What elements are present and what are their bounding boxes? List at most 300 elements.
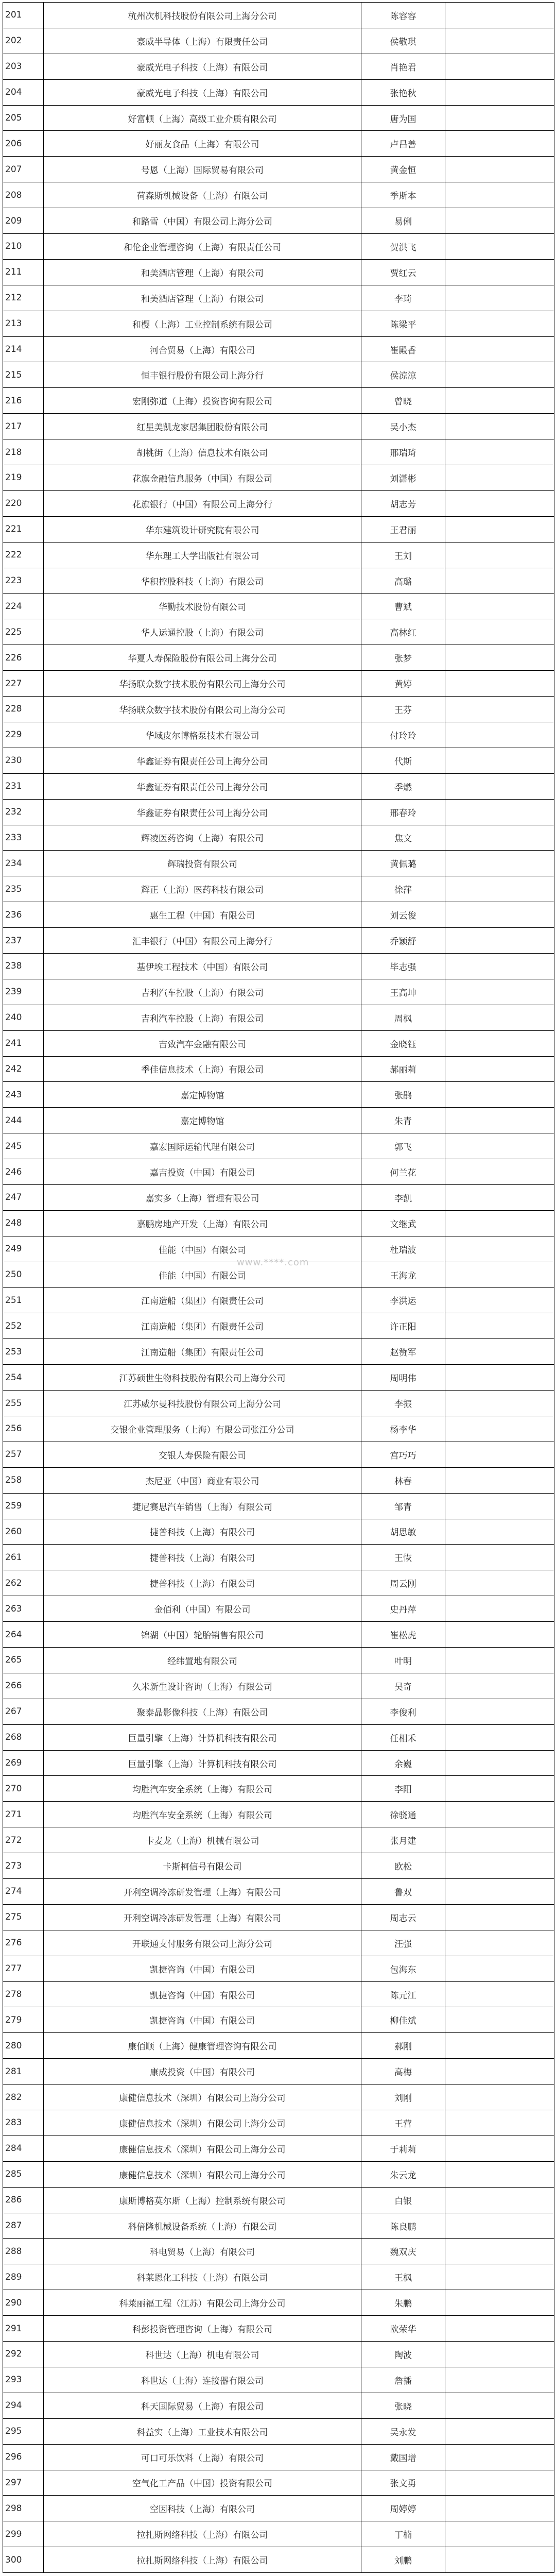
table-row [3,1596,554,1622]
blank-cell [445,1853,554,1879]
table-row [3,1339,554,1365]
row-number: 254 [3,1365,44,1391]
company-name: 豪威光电子科技（上海）有限公司 [44,79,361,105]
blank-cell [445,1262,554,1287]
company-name: 金佰利（中国）有限公司 [44,1596,361,1622]
person-name: 王君丽 [361,516,445,542]
person-name: 史丹萍 [361,1596,445,1622]
person-name: 吴永发 [361,2418,445,2444]
row-number: 279 [3,2007,44,2033]
blank-cell [445,748,554,773]
person-name: 周云刚 [361,1570,445,1596]
person-name: 邹青 [361,1493,445,1519]
blank-cell [445,259,554,285]
table-row [3,953,554,979]
person-name: 张文勇 [361,2470,445,2496]
company-name: 和伦企业管理咨询（上海）有限责任公司 [44,234,361,260]
row-number: 261 [3,1545,44,1570]
row-number: 232 [3,799,44,825]
blank-cell [445,311,554,336]
row-number: 263 [3,1596,44,1622]
table-row [3,1827,554,1853]
company-name: 江南造船（集团）有限责任公司 [44,1287,361,1313]
table-row [3,928,554,954]
company-name: 巨量引擎（上海）计算机科技有限公司 [44,1750,361,1776]
person-name: 包海东 [361,1956,445,1981]
person-name: 胡思敏 [361,1519,445,1545]
row-number: 251 [3,1287,44,1313]
row-number: 234 [3,851,44,876]
row-number: 246 [3,1159,44,1185]
company-name: 辉瑞投资有限公司 [44,851,361,876]
row-number: 275 [3,1904,44,1930]
row-number: 208 [3,182,44,208]
person-name: 鲁双 [361,1879,445,1905]
person-name: 代斯 [361,748,445,773]
company-name: 嘉吉投资（中国）有限公司 [44,1159,361,1185]
company-name: 杰尼亚（中国）商业有限公司 [44,1467,361,1493]
company-name: 和樱（上海）工业控制系统有限公司 [44,311,361,336]
blank-cell [445,799,554,825]
row-number: 244 [3,1108,44,1133]
row-number: 237 [3,928,44,954]
company-name: 好丽友食品（上海）有限公司 [44,131,361,157]
table-row [3,1879,554,1905]
blank-cell [445,979,554,1005]
blank-cell [445,1339,554,1365]
person-name: 邢春玲 [361,799,445,825]
person-name: 周志云 [361,1904,445,1930]
person-name: 肖艳君 [361,54,445,79]
blank-cell [445,1005,554,1030]
person-name: 张鹃 [361,1082,445,1108]
blank-cell [445,336,554,362]
blank-cell [445,208,554,234]
row-number: 226 [3,645,44,671]
table-row [3,1750,554,1776]
row-number: 221 [3,516,44,542]
person-name: 陈良鹏 [361,2213,445,2239]
table-row [3,1493,554,1519]
row-number: 210 [3,234,44,260]
person-name: 欧荣华 [361,2316,445,2342]
row-number: 239 [3,979,44,1005]
row-number: 257 [3,1442,44,1467]
blank-cell [445,1313,554,1339]
company-name: 华东建筑设计研究院有限公司 [44,516,361,542]
table-row [3,182,554,208]
table-row [3,1981,554,2007]
company-name: 江苏威尔曼科技股份有限公司上海分公司 [44,1391,361,1416]
blank-cell [445,1210,554,1236]
table-row [3,2213,554,2239]
table-row [3,902,554,928]
company-name: 凯捷咨询（中国）有限公司 [44,2007,361,2033]
blank-cell [445,1570,554,1596]
blank-cell [445,2316,554,2342]
blank-cell [445,1956,554,1981]
company-name: 胡桃街（上海）信息技术有限公司 [44,439,361,465]
company-name: 捷尼赛思汽车销售（上海）有限公司 [44,1493,361,1519]
blank-cell [445,902,554,928]
company-name: 华鑫证券有限责任公司上海分公司 [44,748,361,773]
company-name: 捷普科技（上海）有限公司 [44,1570,361,1596]
row-number: 265 [3,1648,44,1673]
table-row [3,748,554,773]
blank-cell [445,1879,554,1905]
table-row [3,439,554,465]
row-number: 292 [3,2342,44,2367]
person-name: 刘鹏 [361,2547,445,2573]
row-number: 243 [3,1082,44,1108]
person-name: 郭飞 [361,1133,445,1159]
row-number: 280 [3,2033,44,2059]
blank-cell [445,2007,554,2033]
row-number: 290 [3,2290,44,2316]
table-row [3,2547,554,2573]
company-name: 交银人寿保险有限公司 [44,1442,361,1467]
company-name: 拉扎斯网络科技（上海）有限公司 [44,2521,361,2547]
table-row [3,2059,554,2084]
person-name: 王海龙 [361,1262,445,1287]
row-number: 241 [3,1030,44,1056]
row-number: 268 [3,1724,44,1750]
blank-cell [445,825,554,851]
person-name: 丁楠 [361,2521,445,2547]
blank-cell [445,1930,554,1956]
blank-cell [445,1133,554,1159]
blank-cell [445,2496,554,2521]
person-name: 季燃 [361,773,445,799]
company-name: 科益实（上海）工业技术有限公司 [44,2418,361,2444]
company-name: 康佰顺（上海）健康管理咨询有限公司 [44,2033,361,2059]
row-number: 266 [3,1673,44,1699]
company-name: 捷普科技（上海）有限公司 [44,1519,361,1545]
blank-cell [445,2521,554,2547]
blank-cell [445,1108,554,1133]
blank-cell [445,1493,554,1519]
blank-cell [445,1056,554,1082]
row-number: 296 [3,2444,44,2470]
row-number: 236 [3,902,44,928]
person-name: 王刘 [361,542,445,568]
row-number: 235 [3,876,44,902]
blank-cell [445,285,554,311]
row-number: 215 [3,362,44,388]
row-number: 293 [3,2367,44,2393]
row-number: 281 [3,2059,44,2084]
company-name: 华东理工大学出版社有限公司 [44,542,361,568]
person-name: 郝丽莉 [361,1056,445,1082]
person-name: 赵赞军 [361,1339,445,1365]
row-number: 252 [3,1313,44,1339]
blank-cell [445,3,554,28]
company-name: 号恩（上海）国际贸易有限公司 [44,157,361,182]
table-row [3,2470,554,2496]
person-name: 黄婷 [361,671,445,697]
row-number: 283 [3,2110,44,2136]
table-row [3,388,554,414]
table-row [3,1519,554,1545]
row-number: 223 [3,568,44,594]
row-number: 300 [3,2547,44,2573]
blank-cell [445,439,554,465]
row-number: 291 [3,2316,44,2342]
company-name: 汇丰银行（中国）有限公司上海分行 [44,928,361,954]
person-name: 金晓钰 [361,1030,445,1056]
table-row [3,645,554,671]
person-name: 高璐 [361,568,445,594]
company-name: 可口可乐饮料（上海）有限公司 [44,2444,361,2470]
row-number: 233 [3,825,44,851]
company-name: 科倍隆机械设备系统（上海）有限公司 [44,2213,361,2239]
row-number: 289 [3,2264,44,2290]
person-name: 郝刚 [361,2033,445,2059]
row-number: 206 [3,131,44,157]
row-number: 214 [3,336,44,362]
company-name: 凯捷咨询（中国）有限公司 [44,1981,361,2007]
company-name: 经纬置地有限公司 [44,1648,361,1673]
table-row [3,465,554,491]
blank-cell [445,722,554,748]
company-name: 康健信息技术（深圳）有限公司上海分公司 [44,2136,361,2161]
blank-cell [445,1030,554,1056]
row-number: 240 [3,1005,44,1030]
company-name: 江苏硕世生物科技股份有限公司上海分公司 [44,1365,361,1391]
person-name: 欧松 [361,1853,445,1879]
company-name: 华鑫证券有限责任公司上海分公司 [44,799,361,825]
table-row [3,1570,554,1596]
table-row [3,1673,554,1699]
company-name: 好富顿（上海）高级工业介质有限公司 [44,105,361,131]
company-name: 嘉定博物馆 [44,1108,361,1133]
row-number: 298 [3,2496,44,2521]
company-name: 康健信息技术（深圳）有限公司上海分公司 [44,2161,361,2187]
blank-cell [445,2342,554,2367]
blank-cell [445,568,554,594]
company-name: 科电贸易（上海）有限公司 [44,2239,361,2264]
blank-cell [445,157,554,182]
person-name: 贾红云 [361,259,445,285]
table-row [3,594,554,619]
blank-cell [445,1648,554,1673]
row-number: 282 [3,2084,44,2110]
company-name: 江南造船（集团）有限责任公司 [44,1313,361,1339]
company-name: 和路雪（中国）有限公司上海分公司 [44,208,361,234]
row-number: 202 [3,28,44,54]
table-row [3,1184,554,1210]
blank-cell [445,773,554,799]
blank-cell [445,2264,554,2290]
row-number: 245 [3,1133,44,1159]
row-number: 253 [3,1339,44,1365]
blank-cell [445,645,554,671]
person-name: 林春 [361,1467,445,1493]
blank-cell [445,2290,554,2316]
row-number: 218 [3,439,44,465]
person-name: 魏双庆 [361,2239,445,2264]
company-name: 嘉实多（上海）管理有限公司 [44,1184,361,1210]
person-name: 胡志芳 [361,490,445,516]
person-name: 徐骁通 [361,1802,445,1827]
table-row [3,1210,554,1236]
blank-cell [445,1776,554,1802]
blank-cell [445,1545,554,1570]
blank-cell [445,2084,554,2110]
person-name: 王枫 [361,2264,445,2290]
person-name: 刘潇彬 [361,465,445,491]
person-name: 吴奇 [361,1673,445,1699]
company-name: 佳能（中国）有限公司 [44,1236,361,1262]
row-number: 259 [3,1493,44,1519]
company-name: 杭州次机科技股份有限公司上海分公司 [44,3,361,28]
person-name: 唐为国 [361,105,445,131]
person-name: 朱云龙 [361,2161,445,2187]
company-name: 科莱丽福工程（江苏）有限公司上海分公司 [44,2290,361,2316]
row-number: 295 [3,2418,44,2444]
blank-cell [445,234,554,260]
row-number: 249 [3,1236,44,1262]
blank-cell [445,2213,554,2239]
table-row [3,1467,554,1493]
table-row [3,311,554,336]
table-row [3,1442,554,1467]
blank-cell [445,928,554,954]
table-row [3,2136,554,2161]
table-row [3,1956,554,1981]
blank-cell [445,1082,554,1108]
row-number: 287 [3,2213,44,2239]
table-row [3,2496,554,2521]
row-number: 231 [3,773,44,799]
row-number: 229 [3,722,44,748]
company-name: 江南造船（集团）有限责任公司 [44,1339,361,1365]
person-name: 贺洪飞 [361,234,445,260]
table-row [3,285,554,311]
person-name: 李俊利 [361,1699,445,1724]
person-name: 崔松虎 [361,1622,445,1648]
table-row [3,490,554,516]
blank-cell [445,2418,554,2444]
blank-cell [445,131,554,157]
blank-cell [445,388,554,414]
row-number: 238 [3,953,44,979]
table-row [3,28,554,54]
person-name: 朱青 [361,1108,445,1133]
person-name: 周明伟 [361,1365,445,1391]
table-row [3,773,554,799]
company-name: 科莱恩化工科技（上海）有限公司 [44,2264,361,2290]
row-number: 273 [3,1853,44,1879]
company-name: 荷森斯机械设备（上海）有限公司 [44,182,361,208]
company-name: 基伊埃工程技术（中国）有限公司 [44,953,361,979]
row-number: 209 [3,208,44,234]
person-name: 李振 [361,1391,445,1416]
person-name: 侯涼涼 [361,362,445,388]
row-number: 276 [3,1930,44,1956]
company-name: 华扬联众数字技术股份有限公司上海分公司 [44,697,361,722]
row-number: 217 [3,414,44,439]
table-row [3,1545,554,1570]
row-number: 220 [3,490,44,516]
blank-cell [445,876,554,902]
blank-cell [445,362,554,388]
row-number: 286 [3,2187,44,2213]
blank-cell [445,1287,554,1313]
row-number: 270 [3,1776,44,1802]
row-number: 271 [3,1802,44,1827]
row-number: 250 [3,1262,44,1287]
person-name: 易俐 [361,208,445,234]
person-name: 李阳 [361,1776,445,1802]
blank-cell [445,1904,554,1930]
row-number: 207 [3,157,44,182]
company-name: 和美酒店管理（上海）有限公司 [44,285,361,311]
person-name: 乔颖舒 [361,928,445,954]
table-row [3,1056,554,1082]
blank-cell [445,1981,554,2007]
table-body [3,3,554,2573]
blank-cell [445,2547,554,2573]
row-number: 278 [3,1981,44,2007]
person-name: 宫巧巧 [361,1442,445,1467]
person-name: 黄佩璐 [361,851,445,876]
row-number: 230 [3,748,44,773]
company-name: 拉扎斯网络科技（上海）有限公司 [44,2547,361,2573]
person-name: 高林红 [361,619,445,645]
person-name: 张晓 [361,2393,445,2418]
table-row [3,2290,554,2316]
company-name: 华人运通控股（上海）有限公司 [44,619,361,645]
company-name: 康斯博格莫尔斯（上海）控制系统有限公司 [44,2187,361,2213]
table-row [3,671,554,697]
table-row [3,259,554,285]
blank-cell [445,1467,554,1493]
watermark: www.****.com [237,1257,309,1268]
person-name: 高梅 [361,2059,445,2084]
company-name: 吉致汽车金融有限公司 [44,1030,361,1056]
company-name: 凯捷咨询（中国）有限公司 [44,1956,361,1981]
blank-cell [445,1622,554,1648]
blank-cell [445,619,554,645]
company-name: 交银企业管理服务（上海）有限公司张江分公司 [44,1416,361,1442]
table-row [3,362,554,388]
table-row [3,3,554,28]
person-name: 张月建 [361,1827,445,1853]
company-name: 康健信息技术（深圳）有限公司上海分公司 [44,2110,361,2136]
company-name: 均胜汽车安全系统（上海）有限公司 [44,1802,361,1827]
company-name: 华扬联众数字技术股份有限公司上海分公司 [44,671,361,697]
blank-cell [445,182,554,208]
person-name: 任相禾 [361,1724,445,1750]
company-name: 嘉定博物馆 [44,1082,361,1108]
blank-cell [445,2033,554,2059]
blank-cell [445,851,554,876]
table-row [3,825,554,851]
person-name: 叶明 [361,1648,445,1673]
row-number: 272 [3,1827,44,1853]
company-name: 科天国际贸易（上海）有限公司 [44,2393,361,2418]
table-row [3,1391,554,1416]
blank-cell [445,1673,554,1699]
company-name: 季佳信息技术（上海）有限公司 [44,1056,361,1082]
blank-cell [445,1391,554,1416]
blank-cell [445,2110,554,2136]
blank-cell [445,79,554,105]
table-row [3,131,554,157]
person-name: 吴小杰 [361,414,445,439]
blank-cell [445,1365,554,1391]
